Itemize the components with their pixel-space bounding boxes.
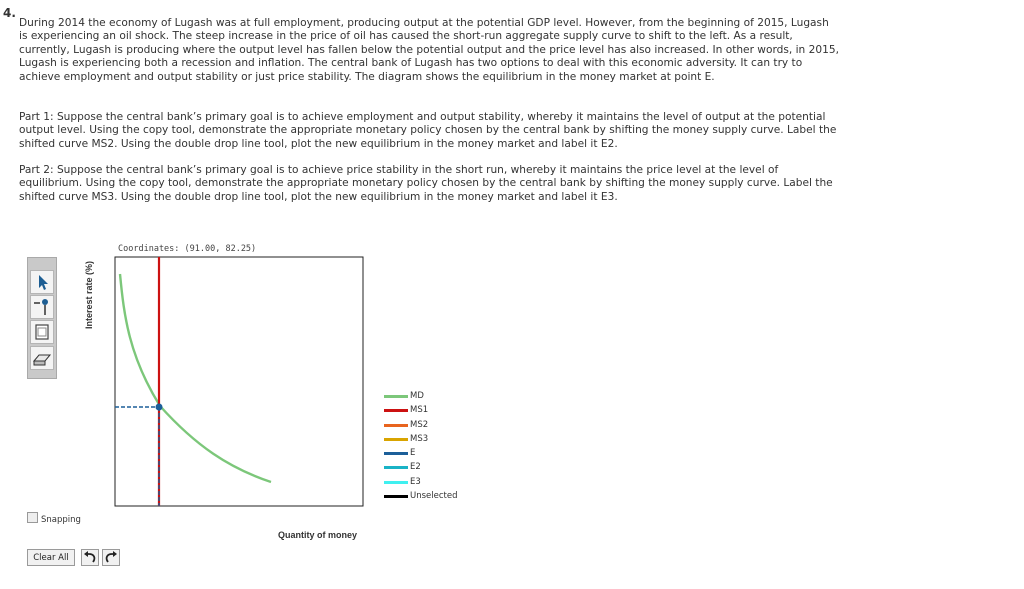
legend-swatch (384, 495, 408, 498)
equilibrium-point-e (156, 404, 163, 411)
redo-icon (103, 550, 119, 565)
legend-swatch (384, 466, 408, 469)
snapping-checkbox[interactable] (27, 512, 38, 523)
drop-line-icon (31, 296, 53, 318)
eraser-icon (31, 347, 53, 369)
legend-label: MS2 (410, 419, 429, 430)
legend-swatch (384, 438, 408, 441)
legend-label: E2 (410, 462, 421, 473)
snapping-toggle[interactable] (27, 512, 81, 525)
legend-label: E (410, 448, 416, 459)
legend-swatch (384, 395, 408, 398)
undo-icon (82, 550, 98, 565)
question-number: 4. (3, 6, 16, 20)
redo-button[interactable] (102, 549, 120, 566)
legend-label: E3 (410, 476, 421, 487)
undo-button[interactable] (81, 549, 99, 566)
money-market-graph[interactable] (114, 256, 364, 508)
legend-label: MS3 (410, 433, 429, 444)
legend-label: MS1 (410, 405, 429, 416)
snapping-label: Snapping (41, 515, 81, 525)
legend-swatch (384, 452, 408, 455)
x-axis-label: Quantity of money (278, 530, 358, 540)
legend-swatch (384, 481, 408, 484)
copy-square-icon (31, 321, 53, 343)
eraser-tool[interactable] (30, 346, 54, 370)
question-part2: Part 2: Suppose the central bank’s primary goal is to achieve price stability in the short run, whereby it maintains the price level at the level of equilibrium. Using the copy tool, demonstrate the appropriate monetary policy chosen by the central bank by shifting the money supply curve. Label the shifted curve MS3. Using the double drop line tool, plot the new equilibrium in the money market and label it E3. (19, 164, 833, 203)
coordinates-readout: Coordinates: (91.00, 82.25) (118, 244, 257, 254)
double-drop-line-tool[interactable] (30, 295, 54, 319)
clear-all-button[interactable]: Clear All (27, 549, 75, 566)
pointer-arrow-icon (31, 271, 53, 293)
legend-label: Unselected (410, 491, 458, 502)
legend-label: MD (410, 391, 424, 401)
copy-tool[interactable] (30, 320, 54, 344)
y-axis-label: Interest rate (%) (84, 260, 94, 329)
select-tool[interactable] (30, 270, 54, 294)
legend-swatch (384, 424, 408, 427)
question-part1: Part 1: Suppose the central bank’s primary goal is to achieve employment and output stability, whereby it maintains the level of output at the potential output level. Using the copy tool, demonstrate the appropriate monetary policy chosen by the central bank by shifting the money supply curve. Label the shifted curve MS2. Using the double drop line tool, plot the new equilibrium in the money market and label it E2. (19, 111, 837, 150)
drawing-toolbar (27, 257, 57, 379)
question-intro: During 2014 the economy of Lugash was at full employment, producing output at the potential GDP level. However, from the beginning of 2015, Lugash is experiencing an oil shock. The steep increase in the price of oil has caused the short-run aggregate supply curve to shift to the left. As a result, currently, Lugash is producing where the output level has fallen below the potential output and the price level has also increased. In other words, in 2015, Lugash is experiencing both a recession and inflation. The central bank of Lugash has two options to deal with this economic adversity. It can try to achieve employment and output stability or just price stability. The diagram shows the equilibrium in the money market at point E. (19, 17, 839, 83)
legend-swatch (384, 409, 408, 412)
